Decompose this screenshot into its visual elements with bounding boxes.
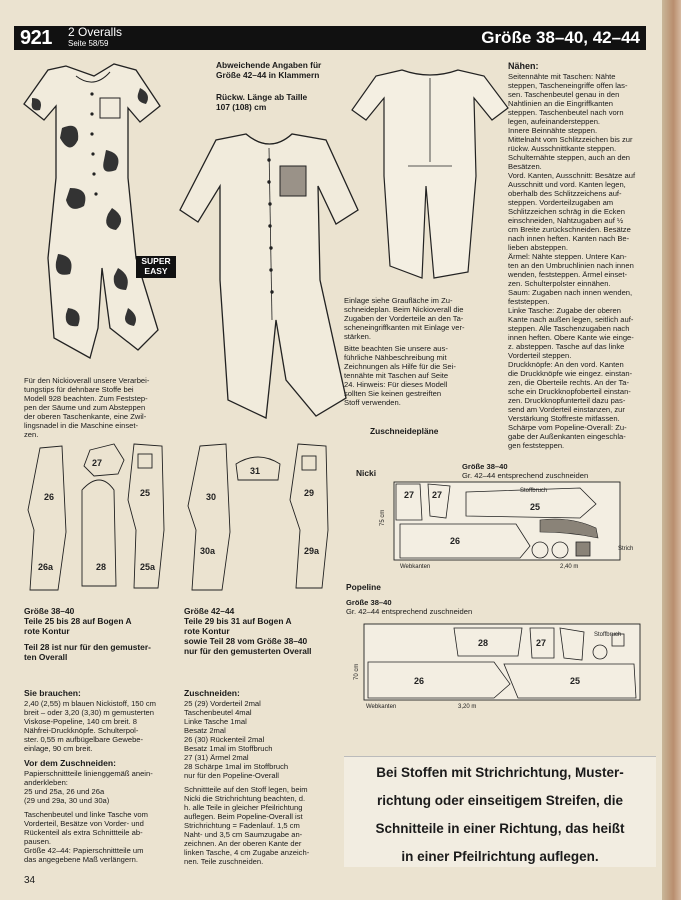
lengthen-line: Größe 42–44: Papierschnittteile um (24, 846, 144, 855)
cut-instructions-line: Naht- und 3,5 cm Saumzugabe an- (184, 830, 303, 839)
sewing-line: legen, aufeinandersteppen. (508, 117, 601, 126)
popeline-cutting-layout (354, 622, 654, 712)
nicki-note (24, 376, 174, 439)
size-note: Abweichende Angaben für Größe 42–44 in Klammern (216, 60, 322, 80)
sewing-line: oberhalb des Schlitzzeichens auf- (508, 189, 622, 198)
reference-note (344, 344, 500, 407)
sewing-line: Nahtlinien an die Eingriffkanten (508, 99, 613, 108)
super-easy-badge: SUPER EASY (136, 256, 176, 278)
sewing-line: feststeppen. (508, 297, 550, 306)
nicki-note-line: lingsnadel in die Maschine einset- (24, 421, 138, 430)
overall-paisley-illustration (18, 58, 168, 363)
sewing-line: z. absteppen. Tasche auf das linke (508, 342, 625, 351)
piece-label: 26 (450, 536, 461, 546)
nicki-note-line: zen. (24, 430, 39, 439)
sewing-line: cm Breite zurückschneiden. Besätze (508, 225, 631, 234)
materials-line: 2,40 (2,55) m blauen Nickistoff, 150 cm (24, 699, 156, 708)
piece-label: 29a (304, 546, 320, 556)
sewing-line: Ausschnitt und vord. Kanten legen, (508, 180, 626, 189)
cut-instructions-line: auflegen. Beim Popeline-Overall ist (184, 812, 303, 821)
sewing-line: gabe der Außenkanten eingeschla- (508, 432, 626, 441)
piece-label: 30a (200, 546, 216, 556)
sewing-line: gen feststeppen. (508, 441, 565, 450)
cutlist-line: 27 (31) Ärmel 2mal (184, 753, 249, 762)
cut-instructions-line: zeichnen. An der oberen Kante der (184, 839, 302, 848)
interfacing-line: scheneingriffkanten mit Einlage ver- (344, 323, 465, 332)
cutlist-heading: Zuschneiden: (184, 688, 240, 698)
sewing-line: sen. Taschenbeutel genau in den (508, 90, 620, 99)
piece-label: 27 (536, 638, 547, 648)
sewing-line: innen heften. Obere Kante wie einge- (508, 333, 634, 342)
nicki-cutting-layout (380, 480, 640, 572)
sewing-line: steppen. Taschenbeutel nach vorn (508, 108, 624, 117)
sewing-line: steppen. Vorderteilzugaben am (508, 198, 614, 207)
nicki-note-line: der oberen Taschenkante, eine Zwil- (24, 412, 147, 421)
nicki-note-line: pen der Säume und zum Absteppen (24, 403, 146, 412)
interfacing-line: Einlage siehe Graufläche im Zu- (344, 296, 453, 305)
size-range: Größe 38–40, 42–44 (481, 28, 640, 47)
reference-line: Stoff verwenden. (344, 398, 401, 407)
materials-line: Viskose-Popeline, 140 cm breit. 8 (24, 717, 137, 726)
sewing-line: Verstärkung Stoffreste mitfassen. (508, 414, 620, 423)
cut-instructions-line: Schnittteile auf den Stoff legen, beim (184, 785, 308, 794)
sewing-line: Kante nach außen legen, seitlich auf- (508, 315, 634, 324)
cutlist-line: Linke Tasche 1mal (184, 717, 247, 726)
sewing-line: Schlitzzeichen schräg in die Ecken (508, 207, 625, 216)
cutting-plans-heading: Zuschneidepläne (370, 426, 439, 436)
sewing-line: Schulternähte steppen, auch an den (508, 153, 631, 162)
sewing-line: steppen. Alle Taschenzugaben nach (508, 324, 630, 333)
sewing-line: Schärpe vom Popeline-Overall: Zu- (508, 423, 627, 432)
pattern-number: 921 (20, 27, 52, 49)
piece-label: 25 (140, 488, 151, 498)
trace-line: Rückenteil als extra Schnittteile ab- (24, 828, 143, 837)
interfacing-line: stärken. (344, 332, 372, 341)
sewing-line: Vorderteil steppen. (508, 351, 572, 360)
size-42-44-caption: Größe 42–44 Teile 29 bis 31 auf Bogen A rote Kontur sowie Teil 28 vom Größe 38–40 nur für den gemusterten Overall (184, 606, 312, 656)
piece-label: 25 (570, 676, 581, 686)
grain-direction-notice: Bei Stoffen mit Strichrichtung, Muster- richtung oder einseitigem Streifen, die Schnitteile in einer Richtung, das heißt in einer Pfeilrichtung auflegen. (344, 756, 656, 867)
overall-popeline-illustration (176, 130, 361, 425)
materials-line: breit – oder 3,20 (3,30) m gemusterten (24, 708, 155, 717)
reference-line: führliche Nähbeschreibung mit (344, 353, 447, 362)
materials-line: Nähfrei-Druckknöpfe. Schulterpol- (24, 726, 139, 735)
cutlist-line: Taschenbeutel 4mal (184, 708, 252, 717)
sewing-line: Ärmel: Nähte steppen. Untere Kan- (508, 252, 627, 261)
pattern-pieces-38-40 (22, 440, 172, 600)
sewing-line: Druckknöpfe: An den vord. Kanten (508, 360, 624, 369)
cutlist-line: 28 Schärpe 1mal im Stoffbruch (184, 762, 289, 771)
sewing-line: einschneiden, Nahtzugaben auf ½ (508, 216, 624, 225)
sewing-line: zen. Schulterpolster einnähen. (508, 279, 611, 288)
page-number: 34 (24, 875, 36, 886)
interfacing-line: Zugaben der Vorderteile an den Ta- (344, 314, 464, 323)
pattern-title: 2 Overalls Seite 58/59 (68, 25, 123, 48)
trace-line: Vorderteil, Besätze von Vorder- und (24, 819, 144, 828)
interfacing-line: schneideplan. Beim Nickioverall die (344, 305, 464, 314)
cutting-list (184, 688, 340, 866)
reference-line: 24. Hinweis: Für dieses Modell (344, 380, 448, 389)
materials-list (24, 688, 174, 864)
nicki-size: Größe 38–40 Gr. 42–44 entsprechend zuschneiden (462, 462, 589, 480)
prep-line: (29 und 29a, 30 und 30a) (24, 796, 110, 805)
cutlist-line: Besatz 2mal (184, 726, 226, 735)
cut-instructions-line: Nicki die Strichrichtung beachten, d. (184, 794, 306, 803)
nicki-note-line: Für den Nickioverall unsere Verarbei- (24, 376, 150, 385)
sewing-line: Vord. Kanten, Ausschnitt: Besätze auf (508, 171, 636, 180)
materials-line: ster. 0,55 m aufbügelbare Gewebe- (24, 735, 144, 744)
header-bar (14, 26, 646, 50)
overall-back-view (350, 66, 510, 286)
piece-label: 31 (250, 466, 261, 476)
sewing-line: Besätzen. (508, 162, 542, 171)
materials-line: einlage, 90 cm breit. (24, 744, 93, 753)
sewing-line: lieben absteppen. (508, 243, 568, 252)
grain-label: Strich (618, 546, 634, 552)
width-label: 75 cm (380, 509, 386, 526)
length-label: 2,40 m (560, 564, 579, 570)
sewing-line: die Druckknöpfe wie eingez. einstan- (508, 369, 633, 378)
selvage-label: Webkanten (366, 704, 397, 710)
selvage-label: Webkanten (400, 564, 431, 570)
reference-line: tennähte mit Taschen auf Seite (344, 371, 449, 380)
piece-label: 25 (530, 502, 541, 512)
piece-label: 30 (206, 492, 217, 502)
cut-instructions-line: h. alle Teile in gleicher Pfeilrichtung (184, 803, 303, 812)
sewing-line: zen, die Oberteile rechts. An der Ta- (508, 378, 630, 387)
popeline-label: Popeline (346, 582, 381, 592)
prep-line: 25 und 25a, 26 und 26a (24, 787, 105, 796)
sewing-line: wenden, feststeppen. Ärmel einset- (508, 270, 628, 279)
cutlist-line: 25 (29) Vorderteil 2mal (184, 699, 261, 708)
piece-label: 27 (432, 490, 443, 500)
cutlist-line: 26 (30) Rückenteil 2mal (184, 735, 265, 744)
materials-heading: Sie brauchen: (24, 688, 81, 698)
sewing-line: Innere Beinnähte steppen. (508, 126, 598, 135)
sewing-line: Linke Tasche: Zugabe der oberen (508, 306, 622, 315)
prep-line: anderkleben: (24, 778, 68, 787)
trace-line: Taschenbeutel und linke Tasche vom (24, 810, 148, 819)
nicki-note-line: Modell 928 beachten. Zum Feststep- (24, 394, 148, 403)
length-label: 3,20 m (458, 704, 477, 710)
piece-label: 25a (140, 562, 156, 572)
reference-line: Zeichnungen als Hilfe für die Sei- (344, 362, 456, 371)
pattern-pieces-42-44 (180, 440, 336, 600)
cut-instructions-line: nen. Teile zuschneiden. (184, 857, 264, 866)
sewing-line: sche ein Druckknopfoberteil einstan- (508, 387, 631, 396)
sewing-line: Saum: Zugaben nach innen wenden, (508, 288, 633, 297)
piece-label: 27 (404, 490, 415, 500)
sewing-line: steppen, Tascheneingriffe offen las- (508, 81, 628, 90)
sewing-line: send am Vorderteil einstanzen, zur (508, 405, 625, 414)
width-label: 70 cm (354, 663, 360, 680)
reference-line: Bitte beachten Sie unsere aus- (344, 344, 448, 353)
prep-line: Papierschnittteile linienggemäß anein- (24, 769, 153, 778)
nicki-label: Nicki (356, 468, 377, 478)
cutlist-line: nur für den Popeline-Overall (184, 771, 279, 780)
page-edge (662, 0, 681, 900)
piece-label: 29 (304, 488, 315, 498)
piece-label: 28 (478, 638, 489, 648)
sewing-line: Mittelnaht vom Schlitzzeichen bis zur (508, 135, 633, 144)
sewing-line: nach innen heften. Kanten nach Be- (508, 234, 630, 243)
sewing-instructions: Nähen: Seitennähte mit Taschen: Nähte steppen, Tascheneingriffe offen las- sen. Taschenbeutel genau in den Nahtlinien an die Eingriffkanten steppen. Taschenbeutel nach vorn legen, aufeinandersteppen. Innere Beinnähte steppen. Mittelnaht vom Schlitzzeichen bis zur rückw. Ausschnittkante steppen. Schulternähte steppen, auch an den Besätzen. Vord. Kanten, Ausschnitt: Besätze auf Ausschnitt und vord. Kanten legen, oberhalb des Schlitzzeichens auf- steppen. Vorderteilzugaben am Schlitzzeichen schräg in die Ecken einschneiden, Nahtzugaben auf ½ cm Breite zurückschneiden. Besätze nach innen heften. Kanten nach Be- lieben absteppen. Ärmel: Nähte steppen. Untere Kan- ten an den Umbruchlinien nach innen wenden, feststeppen. Ärmel einset- zen. Schulterpolster einnähen. Saum: Zugaben nach innen wenden, feststeppen. Linke Tasche: Zugabe der oberen Kante nach außen legen, seitlich auf- steppen. Alle Taschenzugaben nach innen heften. Obere Kante wie einge- z. absteppen. Tasche auf das linke Vorderteil steppen. Druckknöpfe: An den vord. Kanten die Druckknöpfe wie eingez. einstan- zen, die Oberteile rechts. An der Ta- sche ein Druckknopfoberteil einstan- zen. Druckknopfunterteil dazu pas- send am Vorderteil einstanzen, zur Verstärkung Stoffreste mitfassen. Schärpe vom Popeline-Overall: Zu- gabe der Außenkanten eingeschla- gen feststeppen. (508, 60, 654, 450)
piece-label: 26 (414, 676, 425, 686)
piece-label: 28 (96, 562, 107, 572)
lengthen-line: das angegebene Maß verlängern. (24, 855, 138, 864)
trace-line: pausen. (24, 837, 52, 846)
back-length-note: Rückw. Länge ab Taille 107 (108) cm (216, 92, 308, 112)
sewing-line: ten an den Umbruchlinien nach innen (508, 261, 634, 270)
sewing-line: Seitennähte mit Taschen: Nähte (508, 72, 616, 81)
cutlist-line: Besatz 1mal im Stoffbruch (184, 744, 273, 753)
piece-label: 26a (38, 562, 54, 572)
popeline-size: Größe 38–40 Gr. 42–44 entsprechend zuschneiden (346, 598, 473, 616)
sewing-line: zen. Druckknopfunterteil dazu pas- (508, 396, 626, 405)
prep-heading: Vor dem Zuschneiden: (24, 758, 116, 768)
piece-label: 26 (44, 492, 55, 502)
fold-label: Stoffbruch (594, 632, 622, 638)
nicki-note-line: tungstips für dehnbare Stoffe bei (24, 385, 134, 394)
size-38-40-caption: Größe 38–40 Teile 25 bis 28 auf Bogen A rote Kontur Teil 28 ist nur für den gemuster- ten Overall (24, 606, 151, 662)
sewing-line: rückw. Ausschnittkante steppen. (508, 144, 617, 153)
interfacing-note (344, 296, 500, 341)
piece-label: 27 (92, 458, 103, 468)
cut-instructions-line: linken Tasche, 4 cm Zugabe anzeich- (184, 848, 310, 857)
fold-label: Stoffbruch (520, 488, 548, 494)
cut-instructions-line: Strichrichtung = Fadenlauf. 1,5 cm (184, 821, 300, 830)
reference-line: sollten Sie keinen gestreiften (344, 389, 442, 398)
